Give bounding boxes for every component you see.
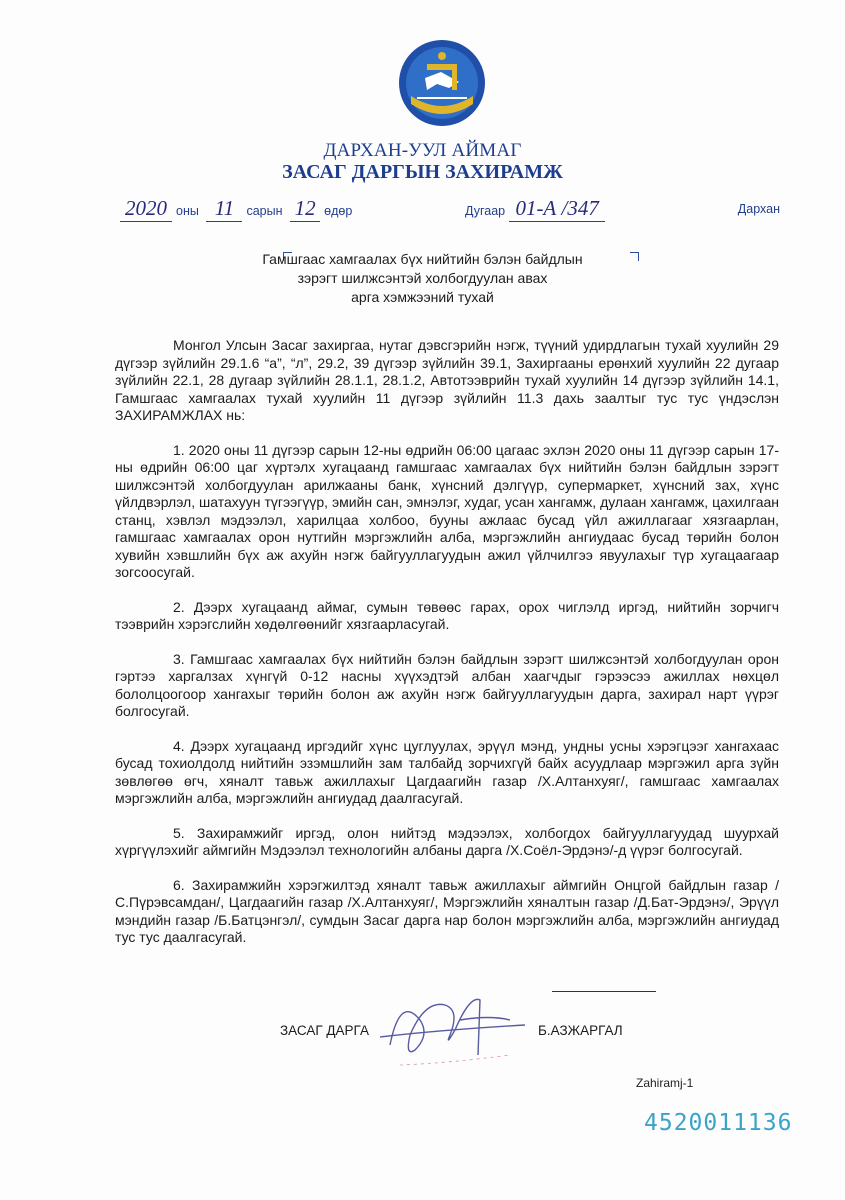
signature-block (280, 1015, 660, 1115)
order-item-5: 5. Захирамжийг иргэд, олон нийтэд мэдээлэх, холбогдох байгууллагуудад шуурхай хүргүүлэхийг аймгийн Мэдээлэл технологийн албаны дарга /Х.Соёл-Эрдэнэ/-д үүрэг болгосугай. (115, 824, 779, 858)
document-number (461, 196, 605, 222)
date-year: 2020 (120, 196, 172, 222)
preamble-paragraph: Монгол Улсын Засаг захиргаа, нутаг дэвсгэрийн нэгж, түүний удирдлагын тухай хуулийн 29 дүгээр зүйлийн 29.1.6 “а”, “л”, 29.2, 39 дүгээр зүйлийн 39.1, Захиргааны ерөнхий хуулийн 22 дугаар зүйлийн 22.1, 28 дугаар зүйлийн 28.1.1, 28.1.2, Автотээврийн тухай хуулийн 14 дүгээр зүйлийн 14.1, Гамшгаас хамгаалах тухай хуулийн 11 дүгээр зүйлийн 11.3 дахь заалтыг тус тус үндэслэн ЗАХИРАМЖЛАХ нь: (115, 337, 779, 423)
subject-line-2: зэрэгт шилжсэнтэй холбогдуулан авах (297, 270, 548, 286)
soyombo-state-emblem-icon (397, 38, 487, 128)
document-type-title: ЗАСАГ ДАРГЫН ЗАХИРАМЖ (282, 161, 563, 183)
signatory-name: Б.АЗЖАРГАЛ (538, 1023, 623, 1038)
handwritten-signature-icon (360, 975, 540, 1075)
document-code: Zahiramj-1 (636, 1076, 694, 1090)
issue-date (120, 196, 356, 222)
signatory-title: ЗАСАГ ДАРГА (280, 1023, 369, 1038)
number-label: Дугаар (465, 204, 506, 218)
order-body (115, 337, 779, 964)
subject-line-1: Гамшгаас хамгаалах бүх нийтийн бэлэн байдлын (262, 251, 583, 267)
date-day: 12 (290, 196, 320, 222)
subject-line-3: арга хэмжээний тухай (351, 289, 494, 305)
place-name: Дархан (737, 202, 780, 216)
date-number-line (120, 196, 780, 222)
order-item-6: 6. Захирамжийн хэрэгжилтэд хяналт тавьж ажиллахыг аймгийн Онцгой байдлын газар /С.Пүрэвсамдан/, Цагдаагийн газар /Х.Алтанхуяг/, Мэргэжлийн хяналтын газар /Д.Бат-Эрдэнэ/, Эрүүл мэндийн газар /Б.Батцэнгэл/, сумдын Засаг дарга нар болон мэргэжлийн алба, мэргэжлийн ангиудад тус тус даалгасугай. (115, 876, 779, 945)
aimag-name: ДАРХАН-УУЛ АЙМАГ (323, 140, 522, 161)
stamped-serial-number: 4520011136 (644, 1110, 793, 1136)
date-month: 11 (206, 196, 242, 222)
day-label: өдөр (324, 204, 353, 218)
number-value: 01-А /347 (509, 196, 605, 222)
signature-line (552, 991, 656, 992)
order-item-1: 1. 2020 оны 11 дүгээр сарын 12-ны өдрийн 06:00 цагаас эхлэн 2020 оны 11 дүгээр сарын 17-ны өдрийн 06:00 цаг хүртэлх хугацаанд гамшгаас хамгаалах бүх нийтийн бэлэн байдлын зэрэгт шилжсэнтэй холбогдуулан арилжааны банк, хүнсний дэлгүүр, супермаркет, хүнсний зах, хүнс үйлдвэрлэл, шатахуун түгээгүүр, эмийн сан, эмнэлэг, худаг, усан хангамж, дулаан хангамж, цахилгаан станц, хэвлэл мэдээлэл, харилцаа холбоо, бууны ажлаас бусад үйл ажиллагааг хязгаарлан, гамшгаас хамгаалах орон нутгийн мэргэжлийн алба, мэргэжлийн ангиудаас бусад төрийн болон хувийн хэвшлийн бүх аж ахуйн нэгж байгууллагуудын ажил үйлчилгээ явуулахыг түр хугацаагаар зогсоосугай. (115, 441, 779, 580)
order-item-4: 4. Дээрх хугацаанд иргэдийг хүнс цуглуулах, эрүүл мэнд, ундны усны хэрэгцээг хангахаас бусад тохиолдолд нийтийн эзэмшлийн зам талбайд зорчихгүй байх асуудлаар мэргэжил арга зүйн зөвлөгөө өгч, хяналт тавьж ажиллахыг Цагдаагийн газар /Х.Алтанхуяг/, гамшгаас хамгаалах мэргэжлийн алба, мэргэжлийн ангиудад даалгасугай. (115, 737, 779, 806)
month-label: сарын (246, 204, 283, 218)
subject-block (0, 250, 845, 307)
order-item-3: 3. Гамшгаас хамгаалах бүх нийтийн бэлэн байдлын зэрэгт шилжсэнтэй холбогдуулан орон гэртээ харгалзах хүнгүй 0-12 насны хүүхэдтэй албан хаагчдыг гэрээсээ ажиллах нөхцөл бололцоогоор хангахыг төрийн болон аж ахуйн нэгж байгууллагуудын дарга, захирал нарт үүрэг болгосугай. (115, 650, 779, 719)
year-label: оны (176, 204, 199, 218)
order-item-2: 2. Дээрх хугацаанд аймаг, сумын төвөөс гарах, орох чиглэлд иргэд, нийтийн зорчигч тээврийн хэрэгслийн хөдөлгөөнийг хязгаарласугай. (115, 598, 779, 632)
